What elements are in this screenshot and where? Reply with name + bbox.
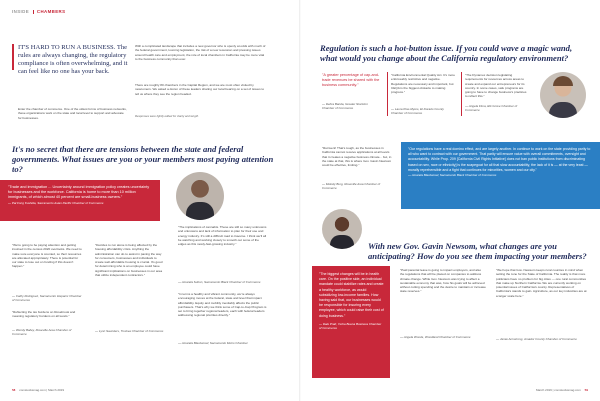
divider-bar	[33, 10, 34, 14]
q1-col1b-attr: — Wendy Bailey, Roseville Area Chamber of Commerce	[12, 328, 72, 336]
q1-col3b: "In terms a healthy and vibrant community, we're always encouraging moves at the federal, state and level that impact affordability. Equity and mobility inevitably affects the public purchasers. That's why we think some of Cap-to-Cap Program is set to bring together regional leaders, each with federal leaders addressing regional priorities directly."	[178, 292, 267, 318]
q2-col1: "California Environmental Quality Act. It's more enforceably restrictive and negative. Regulations are necessary and important, but CEQA is the biggest obstacle to making progress."	[391, 73, 455, 95]
intro-lead: IT'S HARD TO RUN A BUSINESS. The rules are always changing, the regulatory compliance is often overwhelming, and it can feel like no one has your back.	[18, 44, 128, 75]
q2-divider-2	[461, 72, 462, 116]
intro-p2: With a complicated landscape that includes a new governor who is openly at odds with much of the federal government, looming legislation, the risk of a new recession and pressing issues around health care and employment, the role of local chambers in California may be more vital to the business community than ever.	[135, 44, 266, 61]
q2-heading: Regulation is such a hot-button issue. If you could wave a magic wand, what would you change about the California regulatory environment?	[320, 43, 573, 63]
right-footer: March 2019 | comstocksmag.com 59	[535, 388, 588, 392]
q2-divider-1	[387, 72, 388, 116]
portrait-photo-2	[540, 72, 586, 118]
left-footer: 58 comstocksmag.com | March 2019	[12, 388, 65, 392]
q1-col1: "We're going to be paying attention and getting involved in the census 2020 overlooks. We need to make sure everyone is counted, so their resources are allocated appropriately. There is potential for our state to lose out on funding if this doesn't happen."	[12, 243, 82, 269]
portrait-body-1	[186, 202, 214, 220]
q1-col1b: "Reflecting the tax burdens on Rosebrook and meaning regulatory burdens on all levels."	[12, 310, 76, 319]
intro-red-rule	[12, 44, 14, 70]
section-header	[12, 9, 65, 14]
q2-pull-attr: — Debra Banda, Greater Stockton Chamber of Commerce	[322, 102, 368, 110]
q3-col1: "Paid parental leave is going to impact employers, and also the regulations that will be placed on companies to address climate change. While Gov. Newsom was trying to affect a sustainable economy that was, how his goals will be achieved without cutting spending and the desire to maintain or increase state reserves."	[400, 268, 486, 294]
q3-red-quote: "The biggest changes will be in health care. On the positive side, an individual mandate could stabilize rates and create a healthy workforce, as would subsidizing low-income families. How having said that, our businesses would be responsible for insuring every employee, which could raise their cost of doing business."	[319, 272, 384, 318]
q3-col1-attr: — Angela Woods, Woodland Chamber of Commerce	[400, 335, 471, 339]
q2-pull-quote: "A greater percentage of cap-and-trade revenues be shared with the business community."	[322, 73, 380, 88]
left-page-number: 58	[12, 388, 16, 392]
intro-p3: There are roughly 80 chambers in the Capital Region, and we are most often visited by newcomers. We asked a dozen of these leaders sharing our local bearing on a set of issues to tell us where they see the region headed.	[135, 83, 265, 96]
q3-heading: With new Gov. Gavin Newsom, what changes are you anticipating? How do you see them impacting your members?	[368, 241, 587, 261]
intro-note: Responses were lightly edited for clarity and length.	[135, 114, 199, 118]
left-footer-site: comstocksmag.com	[19, 388, 46, 392]
q2-blue-quote-box	[401, 142, 600, 209]
right-footer-date: March 2019	[535, 388, 552, 392]
q3-col2: "We hope that Gov. Newsom keeps rural counties in mind when setting the tone for the State of California. The reality is that more politicians have no problem for big cities — one rural communities that make up Northern California. We are currently working on potential issues of California's county. Representatives of California's stands to gain. Agriculture, as our key industries are at a larger scale here."	[496, 268, 587, 298]
portrait-body-3	[330, 235, 354, 249]
q1-col3-attr: — Amanda Sutton, Sacramento Black Chamber of Commerce	[178, 280, 261, 284]
q3-col2-attr: — Jamie Armstrong, Amador County Chamber of Commerce	[496, 337, 577, 341]
intro-p1: Enter the chamber of commerce. One of the oldest forms of business networks, these organizations work on the state and local level to support and advocate for businesses.	[18, 107, 127, 120]
page-gutter	[299, 0, 301, 401]
section-title: CHAMBERS	[36, 9, 66, 14]
q2-col3-attr: — Melody Burg, Roseville Area Chamber of Commerce	[322, 182, 381, 190]
q1-red-quote: "Trade and immigration ... Uncertainty around immigration policy creates uncertainty for businesses and the workforce. California is home to more than 10 million immigrants, of which almost 40 percent are small-business owners."	[8, 185, 150, 199]
q2-col1-attr: — Laura Kloe-Myers, El Dorado County Chamber of Commerce	[391, 107, 444, 115]
q1-col2: "Decides to run alone is being affected by the housing affordability crisis. Anything the administration can do to assist in paving the way for consumers, businesses and individuals to create well-affordable housing is crucial. It's good for determining who is an employee could have significant implications on businesses in our area that utilize independent contractors."	[95, 243, 163, 278]
q1-heading: It's no secret that there are tensions between the state and federal governments. What issues are you or your members most paying attention to?	[12, 144, 274, 174]
right-footer-site: comstocksmag.com	[554, 388, 581, 392]
q1-col3: "The implications of cannabis. These are still so many unknowns and unknowns and lack of information to plan for their use and energy industry. It's still a difficult road to traverse. I think we'll all be watching and working closely to smooth out some of the edges as this newly-fast-growing industry."	[178, 225, 267, 247]
section-prefix: INSIDE	[12, 9, 30, 14]
q2-col2: "The Dynamex decision legislating requirements for resources across areas to create and expand our entrepreneurs for its country. In some cases, safe programs are going to have to change business's practices to reflect this."	[465, 73, 527, 99]
left-footer-date: March 2019	[48, 388, 65, 392]
q1-col1-attr: — Cathy Rodriguez, Sacramento Hispanic Chamber of Commerce	[12, 294, 82, 302]
portrait-photo-1	[176, 172, 224, 220]
portrait-photo-3	[322, 209, 362, 249]
q2-blue-attr: — Amanda Blackwood, Sacramento Black Chamber of Commerce	[408, 173, 497, 178]
q2-blue-quote: "Our regulations have a real domino effect, and are largely another. In continue to work on the state providing parity to all who want to contract with our government. That parity will ensure value with overall commitments, oversight and accountability. While Prop. 209 [California Civil Rights Initiative] does not ban public institutions from discriminating based on sex, race or ethnicity] is the scapegoat for all that slow accountability, the lack of it is — at the very least — morally reprehensible and a fight that continues for minorities, women and our city."	[408, 147, 591, 172]
q1-red-attr: — Pat Fong Kushida, Sacramento Asian Pacific Chamber of Commerce	[8, 201, 104, 205]
q2-col2-attr: — Angela Flora, Elk Grove Chamber of Commerce	[465, 104, 518, 112]
portrait-hair-2	[553, 76, 573, 86]
q1-red-quote-box	[0, 180, 160, 221]
right-page-number: 59	[584, 388, 588, 392]
q2-col3: "Reinvent! That's tough, as the businesses in California cannot receive applications at all levels that it creates a negative business climate... but, in the state at that, this is where Gov. Gavin Newsom could be effective, limiting."	[322, 146, 392, 168]
q1-col3b-attr: — Amanda Blackwood, Sacramento Metro Chamber	[178, 341, 248, 345]
q3-red-quote-box	[312, 266, 390, 378]
q3-red-attr: — Dale Pratt, Yerba Buena Business Chamber of Commerce	[319, 321, 382, 330]
portrait-body-2	[549, 102, 577, 118]
q1-col2-attr: — Lynn Saunders, Truckee Chamber of Commerce	[95, 329, 164, 333]
